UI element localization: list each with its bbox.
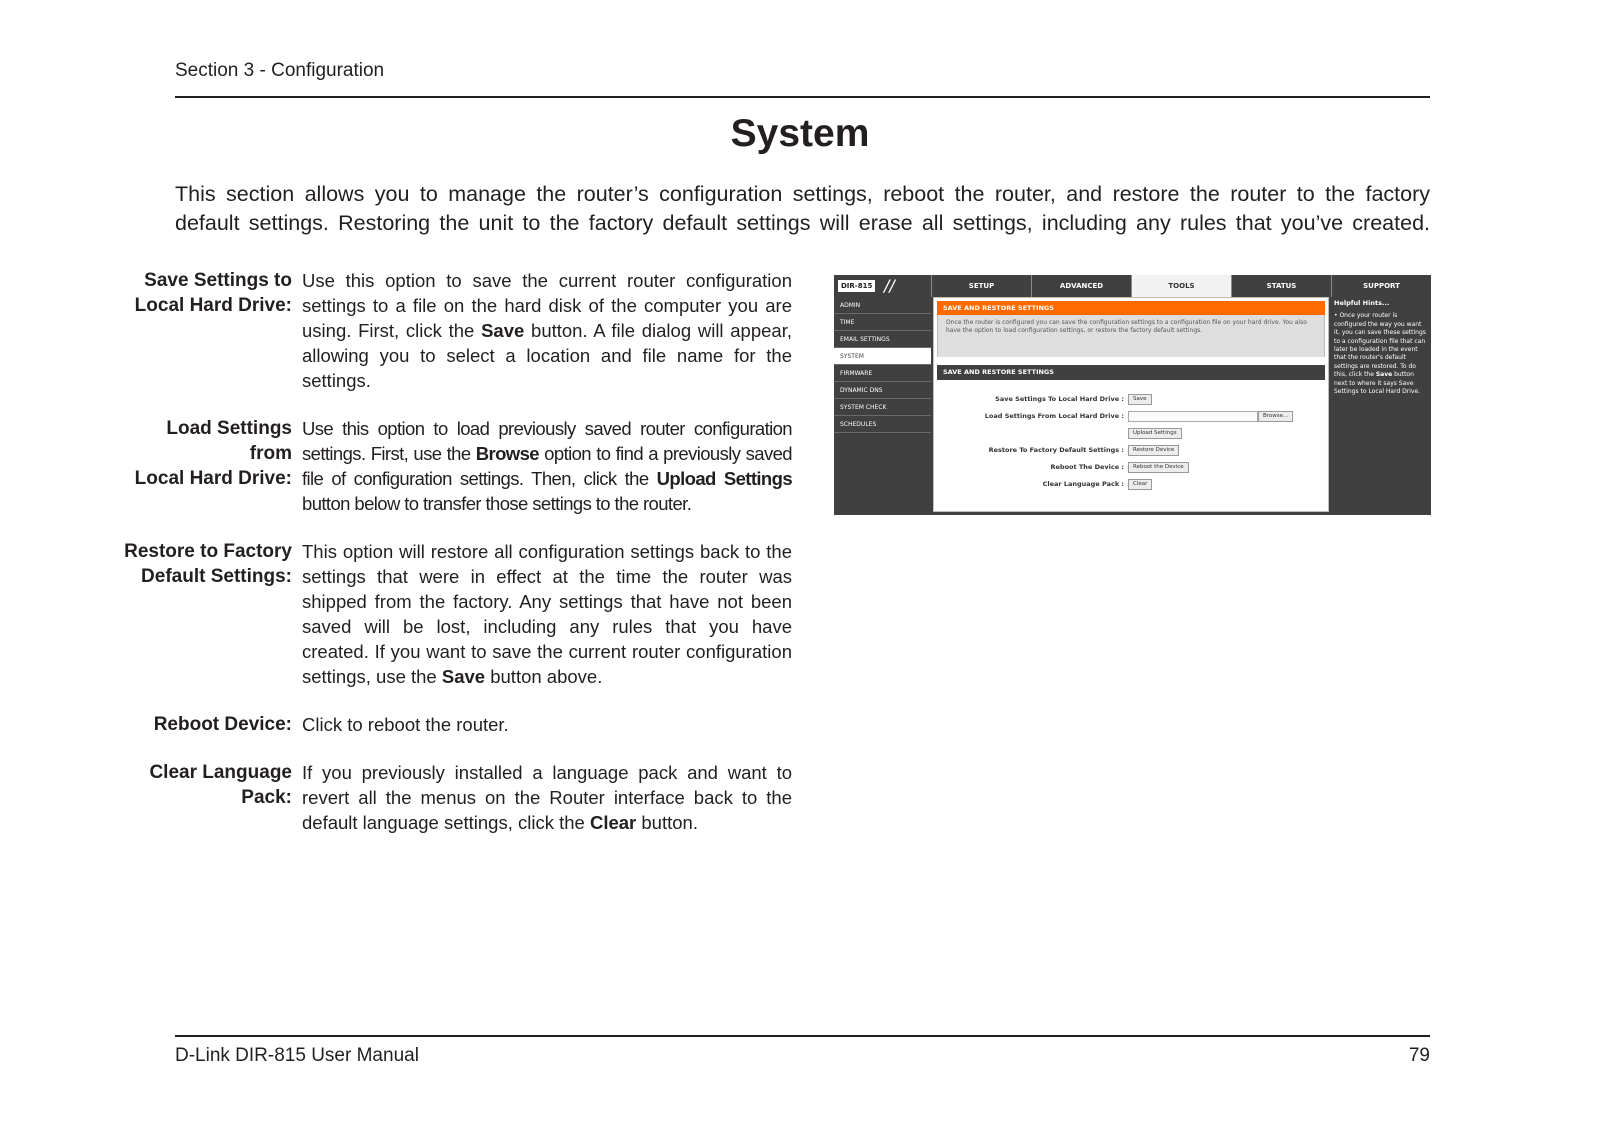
clear-button[interactable]: Clear [1128,479,1152,490]
description-text: button. A file dialog will appear, allowing you to select a location and file name for the settings. [302,320,792,391]
router-nav-bar [834,275,1431,297]
section-header: Section 3 - Configuration [175,60,385,81]
upload-settings-button[interactable]: Upload Settings [1128,428,1182,439]
description-text: button below to transfer those settings to the router. [302,493,692,514]
definition-row [120,539,810,689]
reboot-device-button[interactable]: Reboot the Device [1128,462,1189,473]
definition-row [120,760,810,835]
section-description: Once the router is configured you can save the configuration settings to a configuration file on your hard drive. You also have the option to load configuration settings, or restore the factory default settings. [937,315,1325,357]
router-main-panel [933,297,1329,512]
menu-item-system[interactable]: SYSTEM [834,348,931,365]
menu-item-system-check[interactable]: SYSTEM CHECK [834,399,931,416]
form-title-bar: SAVE AND RESTORE SETTINGS [937,365,1325,380]
emphasized-text: Clear [589,812,637,833]
definition-term-line: Local Hard Drive: [134,468,292,489]
save-settings-label: Save Settings To Local Hard Drive : [995,395,1124,403]
router-left-menu [834,297,931,515]
definition-term-line: Save Settings to [144,270,292,291]
emphasized-text: Browse [475,443,539,464]
definition-term-line: Default Settings: [141,566,292,587]
definition-term [120,416,302,516]
intro-line-1: This section allows you to manage the router’s configuration settings, reboot the router, and restore the router to the factory [175,182,1430,206]
description-text: Use this option to load previously saved router configuration settings. First, use the [302,418,792,464]
tab-advanced[interactable]: ADVANCED [1031,275,1131,297]
file-path-input[interactable] [1128,411,1258,422]
definition-description [302,760,792,835]
helpful-hints-panel [1331,297,1431,515]
definition-row [120,268,810,393]
menu-item-schedules[interactable]: SCHEDULES [834,416,931,433]
menu-item-dynamic-dns[interactable]: DYNAMIC DNS [834,382,931,399]
description-text: If you previously installed a language pack and want to revert all the menus on the Router interface back to the default language settings, click the [302,762,792,833]
definition-term [120,760,302,835]
description-text: option to find a previously saved file of configuration settings. Then, click the [302,443,792,489]
definition-term-line: Reboot Device: [153,714,292,735]
intro-paragraph [175,180,1430,238]
menu-item-email-settings[interactable]: EMAIL SETTINGS [834,331,931,348]
hints-title: Helpful Hints... [1334,299,1390,307]
tab-status[interactable]: STATUS [1231,275,1331,297]
emphasized-text: Save [441,666,486,687]
header-rule [175,96,1430,98]
description-text: This option will restore all configuration settings back to the settings that were in effect at the time the router was shipped from the factory. Any settings that have not been saved will be lost, including any rules that you have created. If you want to save the current router configuration settings, use the [302,541,792,687]
settings-form [934,380,1328,510]
footer-rule [175,1035,1430,1037]
definition-term-line: Restore to Factory [124,541,292,562]
definition-row [120,416,810,516]
tab-tools[interactable]: TOOLS [1131,275,1231,297]
model-badge [834,275,931,297]
emphasized-text: Upload Settings [656,468,793,489]
restore-device-button[interactable]: Restore Device [1128,445,1179,456]
intro-line-2: default settings. Restoring the unit to the factory default settings will erase all settings, including any rules that you’ve created. [175,211,1430,235]
definition-term-line: Local Hard Drive: [134,295,292,316]
tab-support[interactable]: SUPPORT [1331,275,1431,297]
clear-language-label: Clear Language Pack : [1042,480,1124,488]
menu-item-admin[interactable]: ADMIN [834,297,931,314]
definition-term [120,268,302,393]
page-number: 79 [1408,1045,1430,1066]
logo-slashes-icon: // [884,276,895,295]
emphasized-text: Save [481,320,525,341]
router-screenshot [834,275,1431,515]
model-label: DIR-815 [838,280,875,292]
definition-row [120,712,810,737]
description-text: Use this option to save the current router configuration settings to a file on the hard disk of the computer you are using. First, click the [302,270,792,341]
reboot-label: Reboot The Device : [1050,463,1124,471]
definition-term-line: Load Settings from [166,418,292,464]
definition-term-line: Clear Language [149,762,292,783]
definition-description [302,268,792,393]
description-text: button above. [485,666,603,687]
description-text: button. [636,812,698,833]
footer-manual-title: D-Link DIR-815 User Manual [175,1045,419,1066]
definition-description [302,712,792,737]
save-button[interactable]: Save [1128,394,1152,405]
definition-list [120,268,810,858]
definition-term-line: Pack: [241,787,292,808]
menu-item-firmware[interactable]: FIRMWARE [834,365,931,382]
description-text: Click to reboot the router. [302,714,509,735]
definition-term [120,539,302,689]
definition-description [302,416,792,516]
page-title: System [730,112,870,155]
hints-text: • Once your router is configured the way you want it, you can save these settings to a configuration file that can later be loaded in the event that the router's default settings are restored. To do this, click the Save button next to where it says Save Settings to Local Hard Drive. [1334,312,1426,396]
definition-description [302,539,792,689]
section-title-bar: SAVE AND RESTORE SETTINGS [937,301,1325,315]
definition-term [120,712,302,737]
tab-setup[interactable]: SETUP [931,275,1031,297]
menu-item-time[interactable]: TIME [834,314,931,331]
browse-button[interactable]: Browse... [1258,411,1293,422]
load-settings-label: Load Settings From Local Hard Drive : [984,412,1124,420]
restore-label: Restore To Factory Default Settings : [988,446,1124,454]
